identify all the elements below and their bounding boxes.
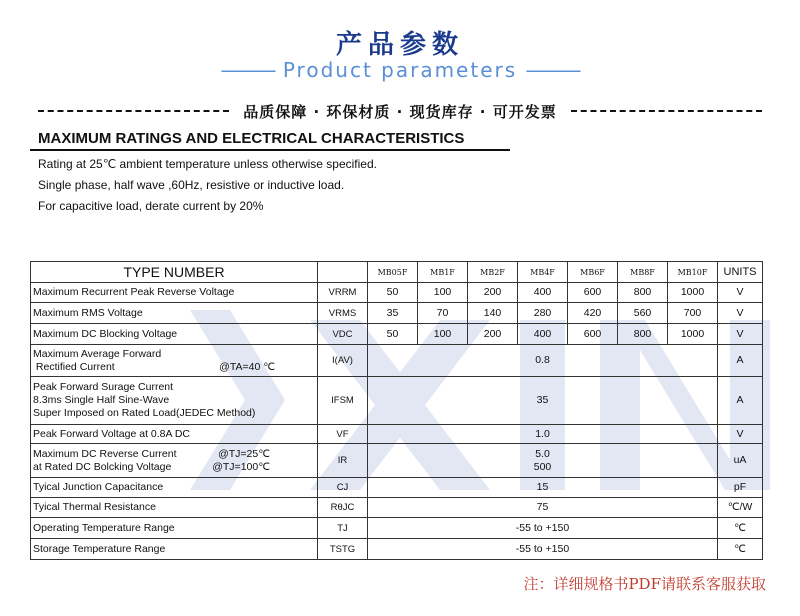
param-symbol: IFSM [318, 377, 368, 425]
note-ambient: Rating at 25℃ ambient temperature unless otherwise specified. [38, 157, 377, 171]
param-symbol: RθJC [318, 498, 368, 518]
param-symbol: CJ [318, 478, 368, 498]
section-heading: MAXIMUM RATINGS AND ELECTRICAL CHARACTERISTICS [38, 130, 465, 147]
value-line: 5.0 [535, 447, 550, 460]
param-condition: @TA=40 ℃ [219, 360, 275, 373]
unit-cell: V [718, 283, 763, 303]
param-label [31, 345, 318, 377]
table-header-row [31, 262, 763, 283]
value-cell: 560 [618, 303, 668, 324]
unit-cell: A [718, 377, 763, 425]
table-row-vf [31, 425, 763, 444]
heading-underline [30, 149, 510, 151]
param-symbol: IR [318, 444, 368, 478]
param-label-line [33, 461, 315, 474]
unit-cell: V [718, 303, 763, 324]
param-symbol: VRMS [318, 303, 368, 324]
param-label-line: Super Imposed on Rated Load(JEDEC Method) [33, 407, 256, 419]
note-capacitive: For capacitive load, derate current by 20% [38, 199, 264, 213]
param-label [31, 377, 318, 425]
value-cell: 1.0 [368, 425, 718, 444]
value-cell: 420 [568, 303, 618, 324]
param-symbol: VRRM [318, 283, 368, 303]
param-symbol: TSTG [318, 539, 368, 560]
param-label-line [33, 361, 315, 374]
symbol-header [318, 262, 368, 283]
value-cell: 400 [518, 283, 568, 303]
value-cell: 800 [618, 324, 668, 345]
param-label: Maximum RMS Voltage [31, 303, 318, 324]
param-label-text: Maximum DC Reverse Current [33, 447, 177, 460]
param-label: Maximum DC Blocking Voltage [31, 324, 318, 345]
unit-cell: ℃ [718, 518, 763, 539]
param-condition: @TJ=100℃ [212, 460, 270, 473]
unit-cell: uA [718, 444, 763, 478]
param-label-line: 8.3ms Single Half Sine-Wave [33, 394, 170, 406]
param-label: Maximum Recurrent Peak Reverse Voltage [31, 283, 318, 303]
slogan-bar [38, 100, 762, 122]
model-header: MB1F [418, 262, 468, 283]
param-symbol: VF [318, 425, 368, 444]
footer-note: 注：详细规格书PDF请联系客服获取 [523, 575, 766, 593]
value-cell: 140 [468, 303, 518, 324]
table-row-cj [31, 478, 763, 498]
value-cell: 800 [618, 283, 668, 303]
param-label: Operating Temperature Range [31, 518, 318, 539]
note-phase: Single phase, half wave ,60Hz, resistive or inductive load. [38, 178, 345, 192]
model-header: MB10F [668, 262, 718, 283]
table-row-tj [31, 518, 763, 539]
param-label: Tyical Thermal Resistance [31, 498, 318, 518]
table-row-tstg [31, 539, 763, 560]
value-cell: 100 [418, 324, 468, 345]
table-row-vrrm [31, 283, 763, 303]
value-cell [368, 444, 718, 478]
slogan-left-rule [38, 110, 229, 112]
value-cell: 600 [568, 324, 618, 345]
value-cell: 700 [668, 303, 718, 324]
param-label-text: Rectified Current [35, 360, 115, 373]
unit-cell: A [718, 345, 763, 377]
unit-cell: pF [718, 478, 763, 498]
model-header: MB4F [518, 262, 568, 283]
param-label-text: at Rated DC Bolcking Voltage [33, 460, 172, 473]
value-cell: -55 to +150 [368, 518, 718, 539]
page-title: 产品参数 [335, 30, 464, 60]
param-condition: @TJ=25℃ [218, 447, 270, 460]
value-cell: 400 [518, 324, 568, 345]
slogan-right-rule [571, 110, 762, 112]
value-cell: 50 [368, 283, 418, 303]
table-row-vrms [31, 303, 763, 324]
subtitle-right-rule: ——— [525, 58, 580, 82]
value-cell: 35 [368, 377, 718, 425]
model-header: MB6F [568, 262, 618, 283]
value-cell: 0.8 [368, 345, 718, 377]
value-cell: 1000 [668, 283, 718, 303]
unit-cell: V [718, 425, 763, 444]
param-symbol: VDC [318, 324, 368, 345]
value-cell: 200 [468, 324, 518, 345]
slogan-text: 品质保障 · 环保材质 · 现货库存 · 可开发票 [243, 102, 557, 121]
spec-table [30, 261, 763, 560]
value-line: 500 [533, 460, 552, 473]
param-label [31, 444, 318, 478]
value-cell: 50 [368, 324, 418, 345]
value-cell: 280 [518, 303, 568, 324]
param-label-line: Peak Forward Surage Current [33, 381, 174, 393]
value-cell: 100 [418, 283, 468, 303]
table-row-rth [31, 498, 763, 518]
param-label-line: Maximum Average Forward [33, 347, 162, 360]
unit-cell: ℃/W [718, 498, 763, 518]
subtitle-left-rule: ——— [220, 58, 275, 82]
model-header: MB05F [368, 262, 418, 283]
table-row-ir [31, 444, 763, 478]
value-cell: 35 [368, 303, 418, 324]
param-label: Tyical Junction Capacitance [31, 478, 318, 498]
unit-cell: V [718, 324, 763, 345]
table-row-vdc [31, 324, 763, 345]
param-label: Storage Temperature Range [31, 539, 318, 560]
model-header: MB8F [618, 262, 668, 283]
unit-cell: ℃ [718, 539, 763, 560]
table-row-ifsm [31, 377, 763, 425]
table-row-iav [31, 345, 763, 377]
param-symbol: I(AV) [318, 345, 368, 377]
param-label: Peak Forward Voltage at 0.8A DC [31, 425, 318, 444]
value-cell: 1000 [668, 324, 718, 345]
subtitle-text: Product parameters [282, 58, 518, 82]
page-subtitle [0, 58, 800, 82]
value-cell: 200 [468, 283, 518, 303]
type-number-header: TYPE NUMBER [31, 262, 318, 283]
value-cell: 15 [368, 478, 718, 498]
param-label-line [33, 448, 315, 461]
model-header: MB2F [468, 262, 518, 283]
units-header: UNITS [718, 262, 763, 283]
value-cell: 600 [568, 283, 618, 303]
value-cell: -55 to +150 [368, 539, 718, 560]
param-symbol: TJ [318, 518, 368, 539]
value-cell: 70 [418, 303, 468, 324]
value-cell: 75 [368, 498, 718, 518]
